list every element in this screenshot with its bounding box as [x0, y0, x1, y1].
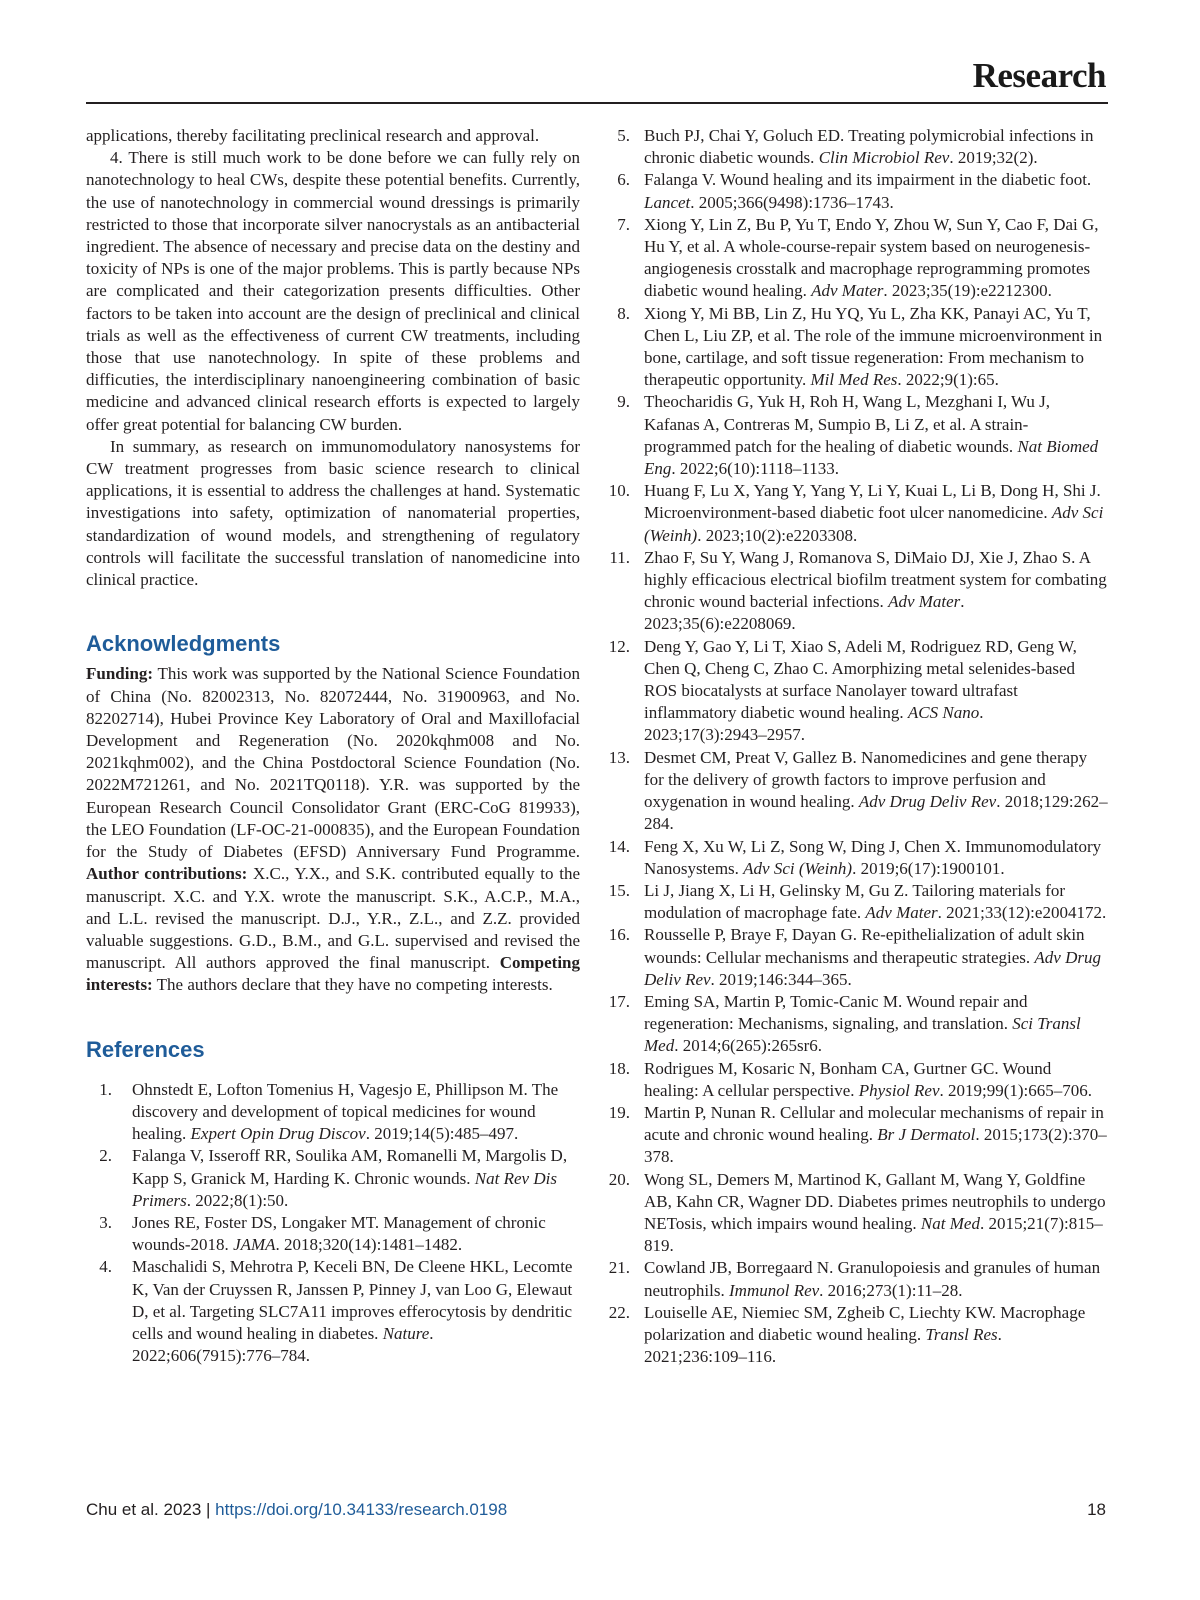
reference-journal: Adv Mater [888, 592, 961, 612]
reference-item [608, 1058, 1108, 1102]
reference-number: 3. [99, 1212, 112, 1232]
reference-authors-title: Falanga V, Isseroff RR, Soulika AM, Romanelli M, Margolis D, Kapp S, Granick M, Harding K. Chronic wounds. [132, 1146, 568, 1188]
reference-authors-title: Xiong Y, Mi BB, Lin Z, Hu YQ, Yu L, Zha KK, Panayi AC, Yu T, Chen L, Liu ZP, et al. The role of the immune microenvironment in bone, cartilage, and soft tissue regeneration: From mechanism to therapeutic opportunity. [644, 303, 1103, 390]
reference-journal: Expert Opin Drug Discov [190, 1124, 366, 1144]
reference-number: 8. [617, 303, 630, 323]
reference-authors-title: Rousselle P, Braye F, Dayan G. Re-epithelialization of adult skin wounds: Cellular mechanisms and therapeutic strategies. [644, 925, 1085, 967]
right-column [608, 125, 1108, 1368]
reference-journal: Nat Rev Dis Primers [132, 1168, 557, 1210]
reference-journal: Sci Transl Med [644, 1014, 1081, 1056]
reference-number: 14. [608, 836, 630, 856]
reference-details: . 2022;9(1):65. [897, 370, 999, 390]
left-column [86, 125, 580, 1367]
reference-details: . 2019;99(1):665–706. [939, 1080, 1093, 1100]
reference-details: . 2018;129:262–284. [644, 792, 1108, 834]
funding-text: This work was supported by the National Science Foundation of China (No. 82002313, No. 82072444, No. 31900963, and No. 82202714), Hubei Province Key Laboratory of Oral and Maxillofacial Development and Regeneration (No. 2020kqhm008 and No. 2021kqhm002), and the China Postdoctoral Science Foundation (No. 2022M721261, and No. 2021TQ0118). Y.R. was supported by the European Research Council Consolidator Grant (ERC-CoG 819933), the LEO Foundation (LF-OC-21-000835), and the European Foundation for the Study of Diabetes (EFSD) Anniversary Fund Programme. [86, 664, 580, 862]
reference-authors-title: Maschalidi S, Mehrotra P, Keceli BN, De Cleene HKL, Lecomte K, Van der Cruyssen R, Janssen P, Pinney J, van Loo G, Elewaut D, et al. Targeting SLC7A11 improves efferocytosis by dendritic cells and wound healing in diabetes. [132, 1257, 573, 1343]
reference-number: 21. [608, 1258, 630, 1278]
reference-number: 18. [608, 1058, 630, 1078]
reference-details: . 2018;320(14):1481–1482. [275, 1235, 463, 1255]
reference-item [609, 547, 1108, 636]
reference-item [86, 1079, 580, 1146]
body-paragraph: 4. There is still much work to be done before we can fully rely on nanotechnology to heal CWs, despite these potential benefits. Currently, the use of nanotechnology in commercial wound dressings is primarily restricted to those that incorporate silver nanocrystals as an antibacterial ingredient. The absence of necessary and precise data on the destiny and toxicity of NPs is one of the major problems. This is partly because NPs are complicated and their categorization presents difficulties. Other factors to be taken into account are the design of preclinical and clinical trials as well as the effectiveness of current CW treatments, including those that use nanotechnology. In spite of these problems and difficuties, the interdisciplinary nanoengineering combination of basic medicine and advanced clinical research efforts is expected to largely offer great potential for balancing CW burden. [86, 148, 580, 434]
reference-number: 13. [608, 747, 630, 767]
reference-number: 11. [609, 547, 630, 567]
reference-authors-title: Feng X, Xu W, Li Z, Song W, Ding J, Chen X. Immunomodulatory Nanosystems. [644, 836, 1102, 878]
reference-number: 10. [608, 481, 630, 501]
reference-number: 5. [617, 126, 630, 145]
reference-number: 15. [608, 880, 630, 900]
reference-list [86, 1079, 580, 1368]
reference-authors-title: Martin P, Nunan R. Cellular and molecular mechanisms of repair in acute and chronic wound healing. [644, 1102, 1104, 1145]
reference-journal: Adv Mater [865, 903, 938, 923]
reference-item [608, 924, 1108, 991]
reference-details: . 2019;146:344–365. [710, 969, 852, 989]
body-paragraph: applications, thereby facilitating preclinical research and approval. [86, 126, 540, 145]
reference-details: . 2023;17(3):2943–2957. [644, 703, 984, 745]
reference-journal: ACS Nano [907, 703, 980, 723]
reference-number: 4. [99, 1257, 112, 1277]
reference-item [608, 1169, 1108, 1258]
reference-journal: Physiol Rev [858, 1080, 940, 1100]
contributions-label: Author contributions: [86, 864, 248, 884]
reference-item [608, 747, 1108, 836]
reference-journal: Immunol Rev [729, 1280, 820, 1300]
reference-authors-title: Huang F, Lu X, Yang Y, Yang Y, Li Y, Kuai L, Li B, Dong H, Shi J. Microenvironment-based diabetic foot ulcer nanomedicine. [644, 481, 1101, 523]
reference-authors-title: Rodrigues M, Kosaric N, Bonham CA, Gurtner GC. Wound healing: A cellular perspective. [644, 1058, 1052, 1100]
reference-journal: Adv Sci (Weinh) [743, 858, 853, 878]
competing-text: The authors declare that they have no competing interests. [152, 975, 553, 995]
reference-authors-title: Li J, Jiang X, Li H, Gelinsky M, Gu Z. Tailoring materials for modulation of macrophage fate. [644, 880, 1066, 923]
reference-number: 20. [608, 1169, 630, 1189]
reference-details: . 2014;6(265):265sr6. [674, 1036, 823, 1056]
reference-item [608, 991, 1108, 1058]
reference-journal: Adv Drug Deliv Rev [644, 947, 1101, 989]
page-footer [86, 1500, 1108, 1520]
reference-item [608, 836, 1108, 880]
body-paragraph: In summary, as research on immunomodulatory nanosystems for CW treatment progresses from basic science research to clinical applications, it is essential to address the challenges at hand. Systematic investigations into safety, optimization of nanomaterial properties, standardization of wound models, and strengthening of regulatory controls will facilitate the successful translation of nanomedicine into clinical practice. [86, 436, 580, 590]
reference-journal: Adv Sci (Weinh) [644, 503, 1104, 545]
reference-item [608, 880, 1108, 924]
reference-details: . 2019;14(5):485–497. [365, 1124, 519, 1144]
reference-authors-title: Deng Y, Gao Y, Li T, Xiao S, Adeli M, Rodriguez RD, Geng W, Chen Q, Cheng C, Zhao C. Amorphizing metal selenides-based ROS biocatalysts at surface Nanolayer toward ultrafast inflammatory diabetic wound healing. [644, 636, 1077, 723]
funding-label: Funding: [86, 664, 154, 684]
reference-journal: Mil Med Res [810, 370, 898, 390]
journal-title: Research [972, 56, 1106, 95]
reference-number: 2. [99, 1146, 112, 1166]
reference-item [608, 636, 1108, 747]
reference-item [608, 1302, 1108, 1369]
reference-number: 12. [608, 636, 630, 656]
references-heading: References [86, 1036, 205, 1062]
reference-authors-title: Louiselle AE, Niemiec SM, Zgheib C, Liechty KW. Macrophage polarization and diabetic wound healing. [644, 1302, 1086, 1344]
doi-link[interactable]: https://doi.org/10.34133/research.0198 [215, 1500, 508, 1519]
reference-details: . 2005;366(9498):1736–1743. [690, 192, 894, 212]
reference-journal: Nat Biomed Eng [644, 436, 1099, 479]
reference-details: . 2022;8(1):50. [186, 1190, 289, 1210]
reference-details: . 2019;32(2). [949, 148, 1038, 168]
reference-item [617, 125, 1108, 169]
page-number: 18 [1087, 1500, 1106, 1519]
page-header [86, 50, 1108, 104]
reference-item [617, 169, 1108, 213]
reference-journal: Nat Med [920, 1213, 980, 1233]
reference-authors-title: Jones RE, Foster DS, Longaker MT. Management of chronic wounds-2018. [132, 1212, 546, 1255]
reference-item [608, 1102, 1108, 1169]
reference-details: . 2021;33(12):e2004172. [937, 903, 1107, 923]
reference-details: . 2015;173(2):370–378. [644, 1125, 1107, 1167]
reference-authors-title: Xiong Y, Lin Z, Bu P, Yu T, Endo Y, Zhou W, Sun Y, Cao F, Dai G, Hu Y, et al. A whole-course-repair system based on neurogenesis-angiogenesis crosstalk and macrophage reprogramming promotes diabetic wound healing. [644, 214, 1099, 301]
reference-journal: JAMA [233, 1235, 276, 1255]
reference-number: 6. [617, 170, 630, 190]
acknowledgments-heading: Acknowledgments [86, 631, 281, 657]
reference-list [608, 125, 1108, 1368]
reference-journal: Br J Dermatol [877, 1125, 976, 1145]
reference-authors-title: Wong SL, Demers M, Martinod K, Gallant M, Wang Y, Goldfine AB, Kahn CR, Wagner DD. Diabetes primes neutrophils to undergo NETosis, which impairs wound healing. [644, 1169, 1106, 1233]
reference-authors-title: Theocharidis G, Yuk H, Roh H, Wang L, Mezghani I, Wu J, Kafanas A, Contreras M, Sumpio B, Li Z, et al. A strain-programmed patch for the healing of diabetic wounds. [644, 392, 1051, 456]
reference-item [608, 1257, 1108, 1301]
reference-number: 16. [608, 925, 630, 945]
reference-details: . 2023;10(2):e2203308. [697, 525, 858, 545]
acknowledgments-text [86, 663, 580, 996]
reference-details: . 2021;236:109–116. [644, 1324, 1002, 1367]
reference-details: . 2016;273(1):11–28. [819, 1280, 963, 1300]
reference-authors-title: Desmet CM, Preat V, Gallez B. Nanomedicines and gene therapy for the delivery of growth factors to improve perfusion and oxygenation in wound healing. [644, 747, 1088, 812]
reference-journal: Lancet [644, 192, 691, 212]
reference-authors-title: Buch PJ, Chai Y, Goluch ED. Treating polymicrobial infections in chronic diabetic wounds. [644, 126, 1094, 168]
contributions-text: X.C., Y.X., and S.K. contributed equally to the manuscript. X.C. and Y.X. wrote the manuscript. S.K., A.C.P., M.A., and L.L. revised the manuscript. D.J., Y.R., Z.L., and Z.Z. provided valuable suggestions. G.D., B.M., and G.L. supervised and revised the manuscript. All authors approved the final manuscript. [86, 864, 580, 973]
reference-item [617, 214, 1108, 303]
reference-details: . 2022;6(10):1118–1133. [671, 459, 840, 479]
reference-journal: Adv Mater [811, 281, 884, 301]
reference-item [86, 1212, 580, 1256]
reference-journal: Clin Microbiol Rev [818, 148, 950, 168]
reference-number: 19. [608, 1102, 630, 1122]
reference-number: 1. [99, 1079, 112, 1099]
reference-number: 22. [608, 1302, 630, 1322]
reference-authors-title: Ohnstedt E, Lofton Tomenius H, Vagesjo E, Phillipson M. The discovery and development of topical medicines for wound healing. [132, 1079, 559, 1144]
reference-details: . 2023;35(19):e2212300. [883, 281, 1052, 301]
reference-number: 17. [608, 991, 630, 1011]
reference-details: . 2023;35(6):e2208069. [644, 592, 965, 634]
reference-item [608, 480, 1108, 547]
reference-authors-title: Cowland JB, Borregaard N. Granulopoiesis and granules of human neutrophils. [644, 1258, 1101, 1300]
reference-item [617, 391, 1108, 480]
reference-journal: Transl Res [925, 1324, 998, 1344]
reference-authors-title: Eming SA, Martin P, Tomic-Canic M. Wound repair and regeneration: Mechanisms, signaling, and translation. [644, 991, 1028, 1034]
reference-details: . 2015;21(7):815–819. [644, 1213, 1103, 1256]
competing-label: Competing interests: [86, 953, 580, 995]
reference-journal: Adv Drug Deliv Rev [858, 792, 997, 812]
reference-details: . 2022;606(7915):776–784. [132, 1323, 434, 1366]
reference-journal: Nature [382, 1323, 430, 1343]
reference-authors-title: Zhao F, Su Y, Wang J, Romanova S, DiMaio DJ, Xie J, Zhao S. A highly efficacious electrical biofilm treatment system for combating chronic wound bacterial infections. [644, 547, 1107, 612]
reference-item [86, 1145, 580, 1212]
reference-details: . 2019;6(17):1900101. [852, 858, 1005, 878]
reference-item [86, 1256, 580, 1367]
reference-item [617, 303, 1108, 392]
reference-number: 9. [617, 392, 630, 412]
footer-citation: Chu et al. 2023 | [86, 1500, 216, 1519]
reference-number: 7. [617, 214, 630, 234]
reference-authors-title: Falanga V. Wound healing and its impairment in the diabetic foot. [644, 170, 1092, 190]
